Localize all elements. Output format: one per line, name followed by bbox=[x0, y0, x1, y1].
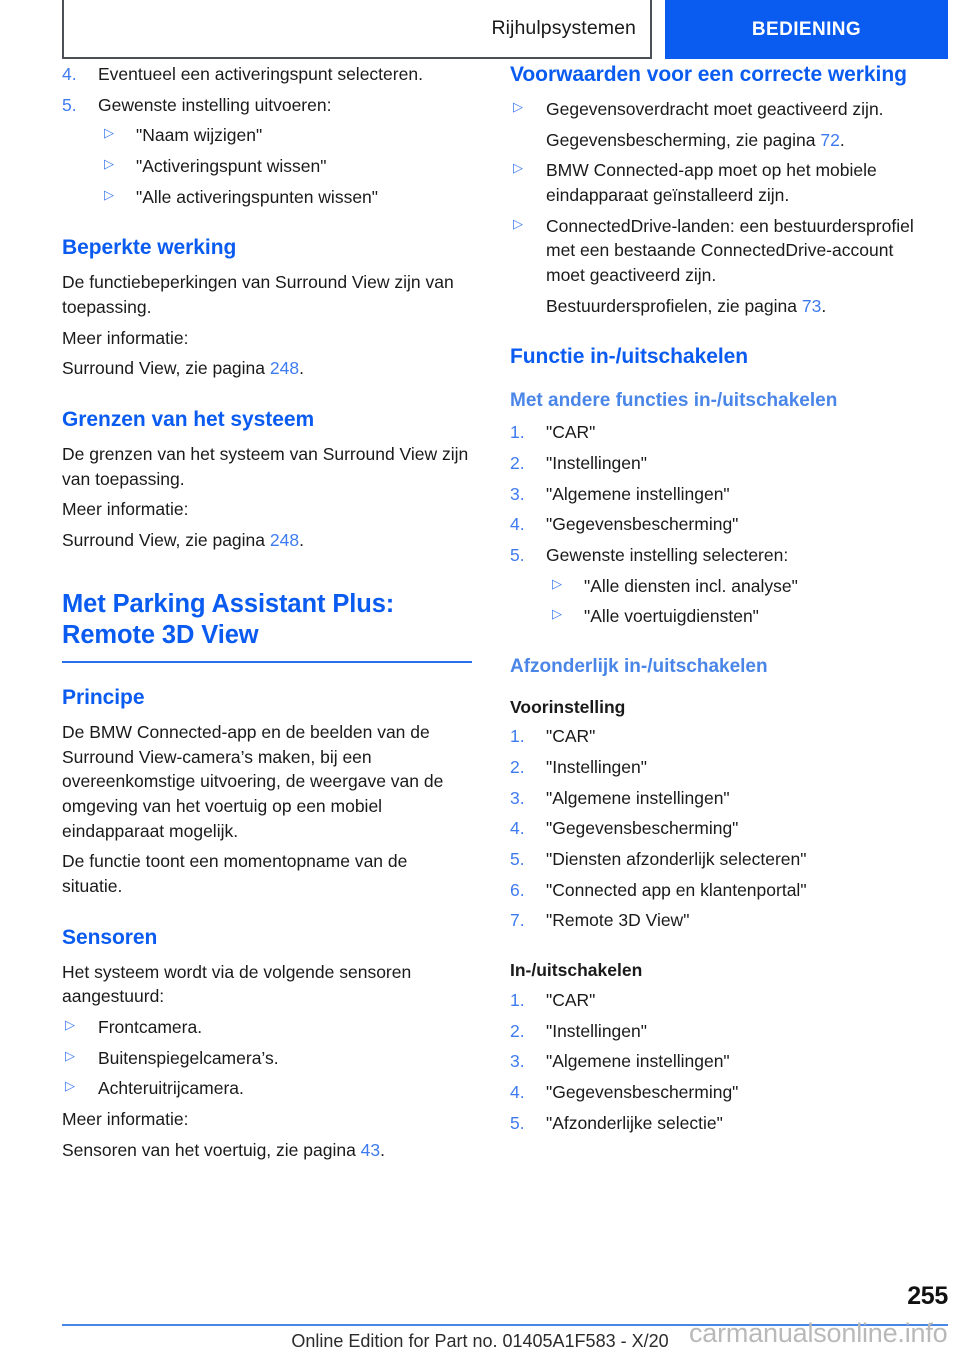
list-item bbox=[510, 816, 920, 841]
spacer bbox=[510, 686, 920, 696]
list-item bbox=[510, 1019, 920, 1044]
list-number: 3. bbox=[510, 787, 525, 808]
cross-reference-surround-view-1 bbox=[62, 356, 472, 381]
list-item bbox=[546, 574, 920, 599]
spacer bbox=[510, 379, 920, 389]
heading-in-uitschakelen: In-/uitschakelen bbox=[510, 960, 643, 981]
chapter-title-line-2: Remote 3D View bbox=[62, 621, 259, 650]
list-item bbox=[62, 1046, 472, 1071]
reference-text: Surround View, zie pagina bbox=[62, 358, 270, 379]
list-text: "Alle diensten incl. analyse" bbox=[584, 575, 798, 596]
steps-continued-list bbox=[62, 62, 472, 209]
bullet-triangle-icon: ▷ bbox=[65, 1017, 75, 1033]
list-item bbox=[510, 451, 920, 476]
list-item bbox=[510, 1111, 920, 1136]
bullet-triangle-icon: ▷ bbox=[104, 186, 114, 202]
list-item bbox=[510, 97, 920, 122]
spacer bbox=[510, 939, 920, 959]
list-item bbox=[62, 1015, 472, 1040]
chapter-title-line-1: Met Parking Assistant Plus: bbox=[62, 589, 395, 618]
met-andere-step5-options bbox=[546, 574, 920, 629]
list-text: "Instellingen" bbox=[546, 757, 647, 778]
paragraph-principe-2: De functie toont een momentopname van de situatie. bbox=[62, 851, 408, 897]
reference-page-number[interactable]: 72 bbox=[820, 129, 840, 150]
list-text: Gewenste instelling uitvoeren: bbox=[98, 94, 332, 115]
list-text: BMW Connected-app moet op het mobiele eindapparaat geïnstalleerd zijn. bbox=[546, 160, 877, 206]
list-text: "Remote 3D View" bbox=[546, 910, 690, 931]
list-item bbox=[510, 988, 920, 1013]
spacer bbox=[62, 559, 472, 589]
list-item bbox=[510, 543, 920, 629]
list-item bbox=[98, 123, 472, 148]
list-item bbox=[510, 755, 920, 780]
list-item bbox=[510, 878, 920, 903]
list-item bbox=[62, 93, 472, 210]
list-item bbox=[510, 512, 920, 537]
list-text: "Alle voertuigdiensten" bbox=[584, 606, 759, 627]
reference-text: Surround View, zie pagina bbox=[62, 530, 270, 551]
list-text: "Algemene instellingen" bbox=[546, 787, 730, 808]
list-number: 1. bbox=[510, 989, 525, 1010]
voorwaarden-list-2 bbox=[510, 158, 920, 287]
cross-reference-gegevensbescherming bbox=[546, 128, 920, 153]
voorwaarden-list bbox=[510, 97, 920, 122]
list-number: 4. bbox=[510, 514, 525, 535]
bullet-triangle-icon: ▷ bbox=[104, 125, 114, 141]
list-item bbox=[510, 847, 920, 872]
list-number: 7. bbox=[510, 910, 525, 931]
list-text: "Algemene instellingen" bbox=[546, 1051, 730, 1072]
heading-sensoren: Sensoren bbox=[62, 925, 158, 949]
list-text: "Instellingen" bbox=[546, 452, 647, 473]
page-header bbox=[0, 0, 960, 62]
list-number: 2. bbox=[510, 452, 525, 473]
bullet-triangle-icon: ▷ bbox=[65, 1078, 75, 1094]
voorinstelling-steps-list bbox=[510, 724, 920, 933]
bullet-triangle-icon: ▷ bbox=[513, 215, 523, 231]
reference-text: Gegevensbescherming, zie pagina bbox=[546, 129, 821, 150]
page-number: 255 bbox=[907, 1282, 948, 1310]
list-text: "Algemene instellingen" bbox=[546, 483, 730, 504]
reference-page-number[interactable]: 73 bbox=[801, 295, 822, 316]
header-section-title: BEDIENING bbox=[751, 18, 862, 40]
list-item bbox=[510, 724, 920, 749]
paragraph-grenzen-van-het-systeem: De grenzen van het systeem van Surround View zijn van toepassing. bbox=[62, 444, 469, 489]
footer-edition-note: Online Edition for Part no. 01405A1F583 - X/20 bbox=[291, 1331, 669, 1351]
reference-suffix: . bbox=[380, 1139, 386, 1160]
list-text: Gewenste instelling selecteren: bbox=[546, 544, 789, 565]
list-text: "Naam wijzigen" bbox=[136, 125, 263, 146]
list-item bbox=[62, 62, 472, 87]
met-andere-steps-list bbox=[510, 420, 920, 629]
cross-reference-bestuurdersprofielen bbox=[546, 294, 920, 319]
list-number: 5. bbox=[510, 1112, 525, 1133]
bullet-triangle-icon: ▷ bbox=[65, 1047, 75, 1063]
list-number: 4. bbox=[510, 818, 525, 839]
list-item bbox=[546, 604, 920, 629]
list-text: "Afzonderlijke selectie" bbox=[546, 1112, 723, 1133]
bullet-triangle-icon: ▷ bbox=[552, 606, 562, 622]
list-number: 5. bbox=[510, 544, 525, 565]
header-chapter-title: Rijhulpsystemen bbox=[491, 17, 636, 39]
list-text: "CAR" bbox=[546, 989, 596, 1010]
list-number: 4. bbox=[62, 64, 77, 84]
chapter-title bbox=[62, 589, 472, 652]
bullet-triangle-icon: ▷ bbox=[513, 99, 523, 115]
paragraph-principe-1: De BMW Connected-app en de beelden van de Surround View-camera’s maken, bij een overeenkomstige uitvoering, de weergave van de omgeving van het voertuig op een mobiel eindapparaat mogelijk. bbox=[62, 722, 444, 841]
paragraph-beperkte-werking: De functiebeperkingen van Surround View zijn van toepassing. bbox=[62, 272, 454, 318]
list-item bbox=[62, 1076, 472, 1101]
in-uitschakelen-steps-list bbox=[510, 988, 920, 1135]
list-number: 5. bbox=[510, 849, 525, 870]
list-number: 3. bbox=[510, 483, 525, 504]
more-info-label: Meer informatie: bbox=[62, 1109, 189, 1130]
header-section-box bbox=[665, 0, 948, 59]
list-text: "Connected app en klantenportal" bbox=[546, 879, 807, 900]
list-number: 5. bbox=[62, 94, 77, 115]
left-column bbox=[62, 62, 472, 1168]
more-info-label: Meer informatie: bbox=[62, 327, 189, 348]
list-item bbox=[510, 1080, 920, 1105]
reference-text: Bestuurdersprofielen, zie pagina bbox=[546, 295, 802, 316]
list-text: Eventueel een activeringspunt selecteren. bbox=[98, 64, 423, 84]
list-text: Frontcamera. bbox=[98, 1017, 203, 1038]
list-text: "CAR" bbox=[546, 726, 596, 747]
list-item bbox=[510, 482, 920, 507]
bullet-triangle-icon: ▷ bbox=[513, 160, 523, 176]
cross-reference-sensoren bbox=[62, 1138, 472, 1163]
list-number: 6. bbox=[510, 879, 525, 900]
reference-text: Sensoren van het voertuig, zie pagina bbox=[62, 1139, 361, 1160]
bullet-triangle-icon: ▷ bbox=[104, 156, 114, 172]
reference-page-number[interactable]: 248 bbox=[269, 358, 300, 379]
paragraph-sensoren-intro: Het systeem wordt via de volgende sensoren aangestuurd: bbox=[62, 961, 412, 1007]
list-text: "Gegevensbescherming" bbox=[546, 818, 739, 839]
list-text: Achteruitrijcamera. bbox=[98, 1078, 244, 1099]
list-text: "Diensten afzonderlijk selecteren" bbox=[546, 849, 807, 870]
list-item bbox=[510, 786, 920, 811]
list-item bbox=[510, 420, 920, 445]
heading-met-andere-functies: Met andere functies in-/uitschakelen bbox=[510, 390, 838, 412]
list-number: 3. bbox=[510, 1051, 525, 1072]
reference-suffix: . bbox=[299, 530, 304, 551]
list-text: Gegevensoverdracht moet geactiveerd zijn. bbox=[546, 99, 884, 120]
list-item bbox=[510, 908, 920, 933]
heading-functie-in-uitschakelen: Functie in-/uitschakelen bbox=[510, 345, 749, 369]
list-text: "CAR" bbox=[546, 422, 596, 443]
list-item bbox=[510, 1049, 920, 1074]
spacer bbox=[510, 635, 920, 655]
spacer bbox=[62, 905, 472, 925]
reference-suffix: . bbox=[839, 129, 845, 150]
heading-voorwaarden: Voorwaarden voor een correcte werking bbox=[510, 63, 907, 86]
step5-options-list bbox=[98, 123, 472, 209]
list-text: ConnectedDrive-landen: een bestuurdersprofiel met een bestaande ConnectedDrive-account moet geactiveerd zijn. bbox=[546, 215, 914, 286]
reference-suffix: . bbox=[299, 358, 304, 379]
watermark: carmanualsonline.info bbox=[689, 1318, 948, 1348]
list-text: "Instellingen" bbox=[546, 1020, 647, 1041]
more-info-label: Meer informatie: bbox=[62, 499, 189, 520]
header-chapter-box bbox=[62, 0, 652, 59]
heading-principe: Principe bbox=[62, 686, 145, 710]
list-text: "Gegevensbescherming" bbox=[546, 1081, 739, 1102]
list-text: "Gegevensbescherming" bbox=[546, 514, 739, 535]
chapter-title-rule bbox=[62, 661, 472, 663]
list-text: "Alle activeringspunten wissen" bbox=[136, 186, 378, 207]
sensoren-list bbox=[62, 1015, 472, 1101]
spacer bbox=[62, 215, 472, 235]
reference-page-number[interactable]: 248 bbox=[269, 530, 300, 551]
list-text: "Activeringspunt wissen" bbox=[136, 156, 327, 177]
heading-voorinstelling: Voorinstelling bbox=[510, 696, 626, 717]
spacer bbox=[62, 387, 472, 407]
list-number: 4. bbox=[510, 1081, 525, 1102]
reference-suffix: . bbox=[821, 295, 827, 316]
list-number: 2. bbox=[510, 1020, 525, 1041]
reference-page-number[interactable]: 43 bbox=[360, 1139, 381, 1160]
cross-reference-surround-view-2 bbox=[62, 528, 472, 553]
list-item bbox=[510, 214, 920, 288]
list-item bbox=[98, 185, 472, 210]
list-item bbox=[510, 158, 920, 207]
list-number: 1. bbox=[510, 422, 525, 443]
heading-afzonderlijk-in-uitschakelen: Afzonderlijk in-/uitschakelen bbox=[510, 655, 768, 677]
list-text: Buitenspiegelcamera’s. bbox=[98, 1047, 279, 1068]
heading-grenzen-van-het-systeem: Grenzen van het systeem bbox=[62, 408, 315, 432]
bullet-triangle-icon: ▷ bbox=[552, 575, 562, 591]
spacer bbox=[510, 324, 920, 344]
list-number: 1. bbox=[510, 726, 525, 747]
list-item bbox=[98, 154, 472, 179]
heading-beperkte-werking: Beperkte werking bbox=[62, 236, 237, 260]
right-column bbox=[510, 62, 920, 1141]
list-number: 2. bbox=[510, 757, 525, 778]
